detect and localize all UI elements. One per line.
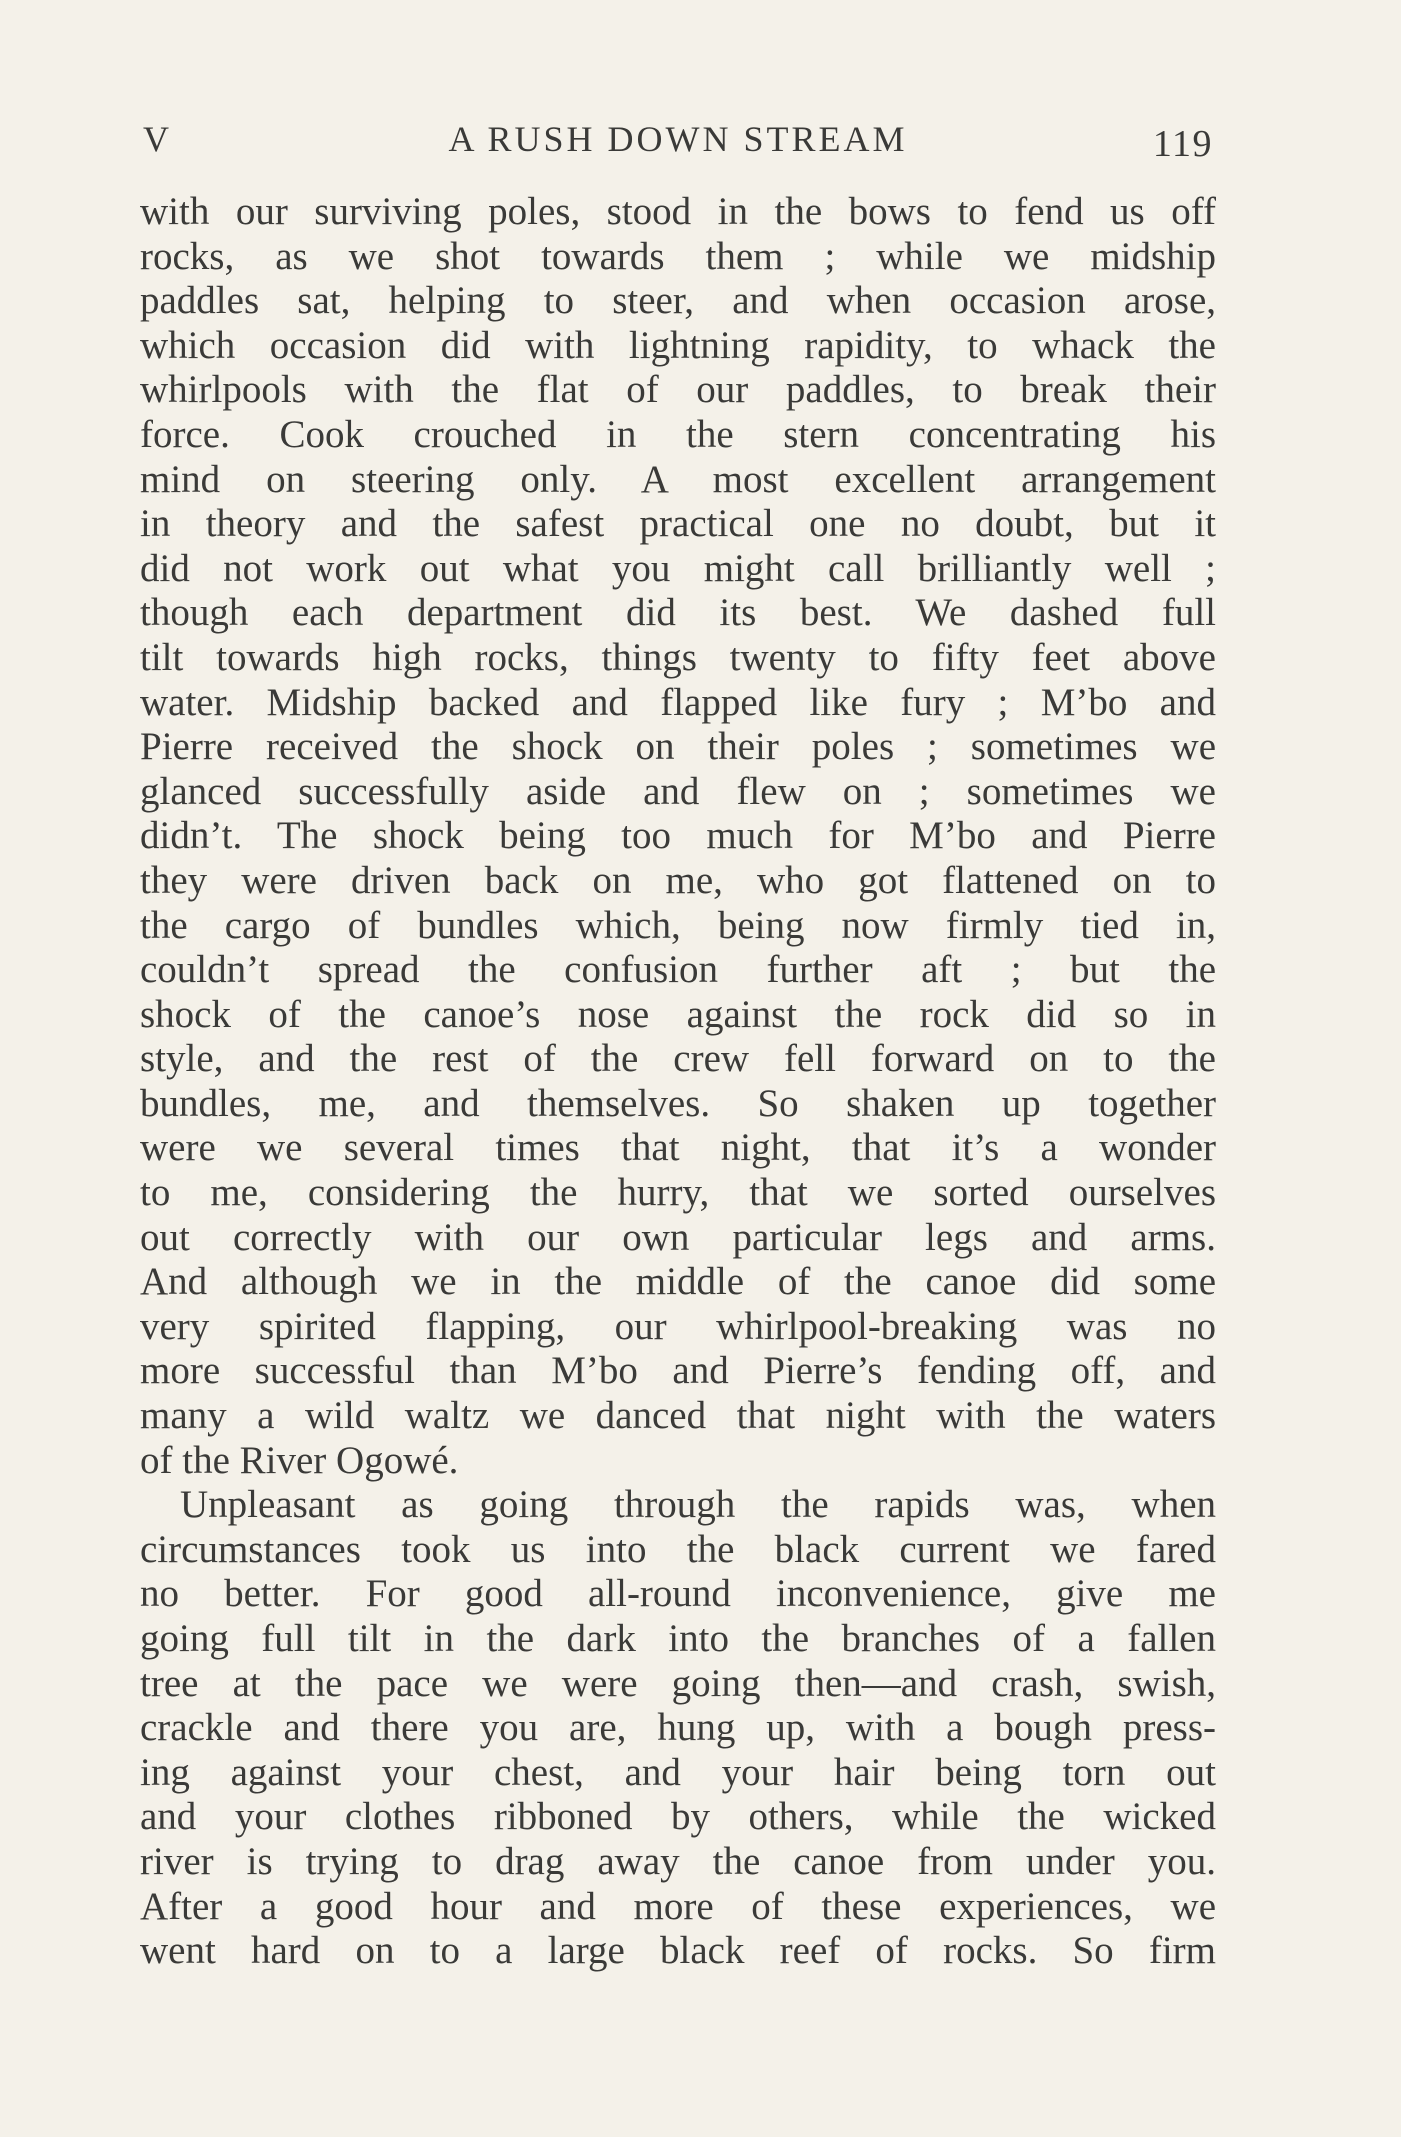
body-text — [140, 190, 1216, 1974]
text-line: couldn’t spread the confusion further aft ; but the — [140, 948, 1216, 992]
text-line: glanced successfully aside and flew on ; sometimes we — [140, 769, 1216, 813]
running-head — [143, 118, 1213, 168]
text-line: After a good hour and more of these experiences, we — [140, 1884, 1216, 1928]
text-line: the cargo of bundles which, being now firmly tied in, — [140, 903, 1216, 947]
text-line: didn’t. The shock being too much for M’bo and Pierre — [140, 814, 1216, 858]
text-line: force. Cook crouched in the stern concentrating his — [140, 412, 1216, 456]
text-line: were we several times that night, that it’s a wonder — [140, 1126, 1216, 1170]
text-line: with our surviving poles, stood in the bows to fend us off — [140, 190, 1216, 233]
text-line: style, and the rest of the crew fell forward on to the — [140, 1037, 1216, 1081]
paragraph-start-line: Unpleasant as going through the rapids was, when — [180, 1483, 1216, 1527]
text-line: ing against your chest, and your hair being torn out — [140, 1750, 1216, 1794]
text-line: out correctly with our own particular legs and arms. — [140, 1215, 1216, 1259]
text-line: to me, considering the hurry, that we sorted ourselves — [140, 1171, 1216, 1215]
text-line: went hard on to a large black reef of rocks. So firm — [140, 1929, 1216, 1973]
text-line: many a wild waltz we danced that night with the waters — [140, 1394, 1216, 1438]
text-line: very spirited flapping, our whirlpool-breaking was no — [140, 1304, 1216, 1348]
text-line: more successful than M’bo and Pierre’s fending off, and — [140, 1349, 1216, 1393]
text-line: they were driven back on me, who got flattened on to — [140, 858, 1216, 902]
text-line: tilt towards high rocks, things twenty to fifty feet above — [140, 635, 1216, 679]
text-line: river is trying to drag away the canoe from under you. — [140, 1839, 1216, 1883]
paragraph-end-line: of the River Ogowé. — [140, 1438, 459, 1482]
text-line: bundles, me, and themselves. So shaken up together — [140, 1081, 1216, 1125]
text-line: no better. For good all-round inconvenience, give me — [140, 1572, 1216, 1616]
text-line: crackle and there you are, hung up, with a bough press- — [140, 1706, 1216, 1750]
text-line: And although we in the middle of the canoe did some — [140, 1260, 1216, 1304]
text-line: going full tilt in the dark into the branches of a fallen — [140, 1617, 1216, 1660]
chapter-number: V — [143, 119, 171, 159]
text-line: tree at the pace we were going then—and crash, swish, — [140, 1661, 1216, 1705]
page-number: 119 — [1152, 123, 1213, 165]
text-line: shock of the canoe’s nose against the rock did so in — [140, 992, 1216, 1036]
text-line: mind on steering only. A most excellent arrangement — [140, 457, 1216, 501]
text-line: circumstances took us into the black current we fared — [140, 1527, 1216, 1571]
text-line: rocks, as we shot towards them ; while we midship — [140, 234, 1216, 278]
running-title: A RUSH DOWN STREAM — [448, 119, 908, 159]
text-line: though each department did its best. We dashed full — [140, 591, 1216, 635]
text-line: which occasion did with lightning rapidity, to whack the — [140, 323, 1216, 367]
text-line: and your clothes ribboned by others, while the wicked — [140, 1795, 1216, 1839]
text-line: Pierre received the shock on their poles ; sometimes we — [140, 725, 1216, 769]
text-line: did not work out what you might call brilliantly well ; — [140, 546, 1216, 590]
text-line: whirlpools with the flat of our paddles, to break their — [140, 368, 1216, 412]
text-line: paddles sat, helping to steer, and when occasion arose, — [140, 279, 1216, 323]
text-line: in theory and the safest practical one no doubt, but it — [140, 502, 1216, 546]
text-line: water. Midship backed and flapped like fury ; M’bo and — [140, 680, 1216, 724]
